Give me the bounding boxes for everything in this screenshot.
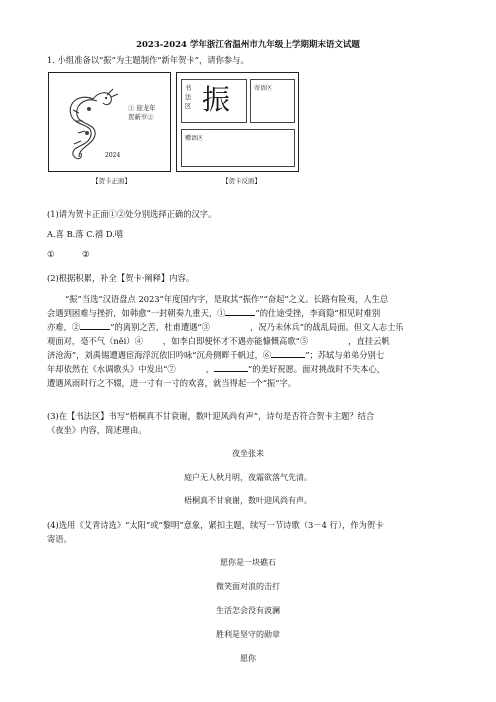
question-1-intro: 1. 小组准备以“振”为主题制作“新年贺卡”，请你参与。 <box>47 55 249 65</box>
card-back-caption: 【贺卡反面】 <box>222 177 261 185</box>
poem-line-1: 庭户无人秋月明，夜霜欲落气先清。 <box>184 473 312 482</box>
q1-1-prompt: (1)请为贺卡正面①②处分别选择正确的汉字。 <box>47 209 217 219</box>
big-character: 振 <box>202 83 231 116</box>
q1-4-prompt-2: 寄语。 <box>47 534 72 544</box>
passage-line-7: 遭遇风雨时行之不辍，进一寸有一寸的欢喜，就当得起一个“振”字。 <box>47 378 297 388</box>
passage-line-3 <box>47 320 457 334</box>
verse-line-4: 胜利是坚守的勋章 <box>216 630 280 639</box>
blank-1-line[interactable] <box>225 306 255 316</box>
q1-3-prompt-2: 《夜坐》内容，简述理由。 <box>47 425 147 435</box>
blank-6-line[interactable] <box>271 348 305 358</box>
passage-4a: 观面对，毫不气（něi）④ <box>47 336 143 346</box>
q1-1-blank-2: ② <box>82 249 90 259</box>
passage-line-2 <box>47 306 457 320</box>
document-title: 2023-2024 学年浙江省温州市九年级上学期期末语文试题 <box>136 40 360 50</box>
verse-line-3: 生活怎会没有波澜 <box>216 606 280 615</box>
q1-3-prompt-1: (3)在【书法区】书写“梧桐真不甘衰谢，数叶迎风尚有声”，诗句是否符合贺卡主题？结合 <box>47 411 375 421</box>
blank-2-line[interactable] <box>80 320 110 330</box>
q1-2-passage <box>47 292 457 390</box>
adage-area <box>181 129 295 167</box>
adage-label: 赠语区 <box>185 135 204 142</box>
q1-2-prompt: (2)根据积累，补全【贺卡·阐释】内容。 <box>47 273 195 283</box>
card-front-year: 2024 <box>105 152 121 159</box>
blank-7-line[interactable] <box>214 362 248 372</box>
q1-1-blank-1: ① <box>47 249 55 259</box>
q1-4-prompt-1: (4)选用《艾青诗选》“太阳”或“黎明”意象，紧扣主题，续写一节诗歌（3－4 行），作为贺卡 <box>47 520 384 530</box>
passage-line-4 <box>47 334 457 348</box>
poem-line-2: 梧桐真不甘衰谢，数叶迎风尚有声。 <box>184 496 312 505</box>
passage-4b: ，如李白即便怀才不遇亦能慷慨高歌“⑤ <box>162 336 309 346</box>
passage-6c: ”的美好祝愿。面对挑战时不失本心， <box>248 364 386 374</box>
verse-line-1: 愿你是一块礁石 <box>220 558 276 567</box>
calligraphy-label: 书法区 <box>185 85 192 110</box>
passage-4c: ，直挂云帆 <box>348 336 390 346</box>
verse-line-2: 微笑面对浪的击打 <box>216 582 280 591</box>
greeting-label: 寄语区 <box>254 85 273 92</box>
passage-6b: ， <box>205 364 215 374</box>
passage-line-1: “振”当选“汉语盘点 2023”年度国内字，是取其“振作”“奋起”之义。长路有险夷，人生总 <box>65 294 389 304</box>
card-front-text <box>128 104 156 122</box>
card-front-line-1: ① 迎龙年 <box>128 104 156 112</box>
card-front <box>48 72 171 172</box>
passage-3c: ，况乃未休兵”的战乱局面。但文人志士乐 <box>249 322 404 332</box>
passage-line-5 <box>47 348 457 362</box>
card-front-caption: 【贺卡正面】 <box>92 177 131 185</box>
card-back <box>176 72 299 172</box>
passage-line-6 <box>47 362 457 376</box>
q1-1-options: A.喜 B.落 C.禧 D.嘻 <box>47 229 124 239</box>
passage-3a: 亦难，② <box>47 322 81 332</box>
passage-2b: ”的仕途受挫，李商隐“相见时难别 <box>255 308 381 318</box>
verse-line-5: 愿你 <box>240 654 256 663</box>
passage-5a: 济沧海”，刘禹锡遭遇宦海浮沉依旧吟咏“沉舟侧畔千帆过，⑥ <box>47 350 272 360</box>
passage-3b: ”的离别之苦，杜甫遭遇“③ <box>110 322 210 332</box>
passage-6a: 年却依然在《水调歌头》中发出“⑦ <box>47 364 176 374</box>
calligraphy-area <box>181 79 247 123</box>
card-front-line-2: 贺新岁② <box>128 113 154 121</box>
greeting-area <box>250 79 295 123</box>
passage-2a: 会遇到困难与挫折，如韩愈“一封朝奏九重天，① <box>47 308 226 318</box>
passage-5b: ”；苏轼与弟弟分别七 <box>305 350 385 360</box>
poem-title: 夜坐张耒 <box>232 449 264 458</box>
